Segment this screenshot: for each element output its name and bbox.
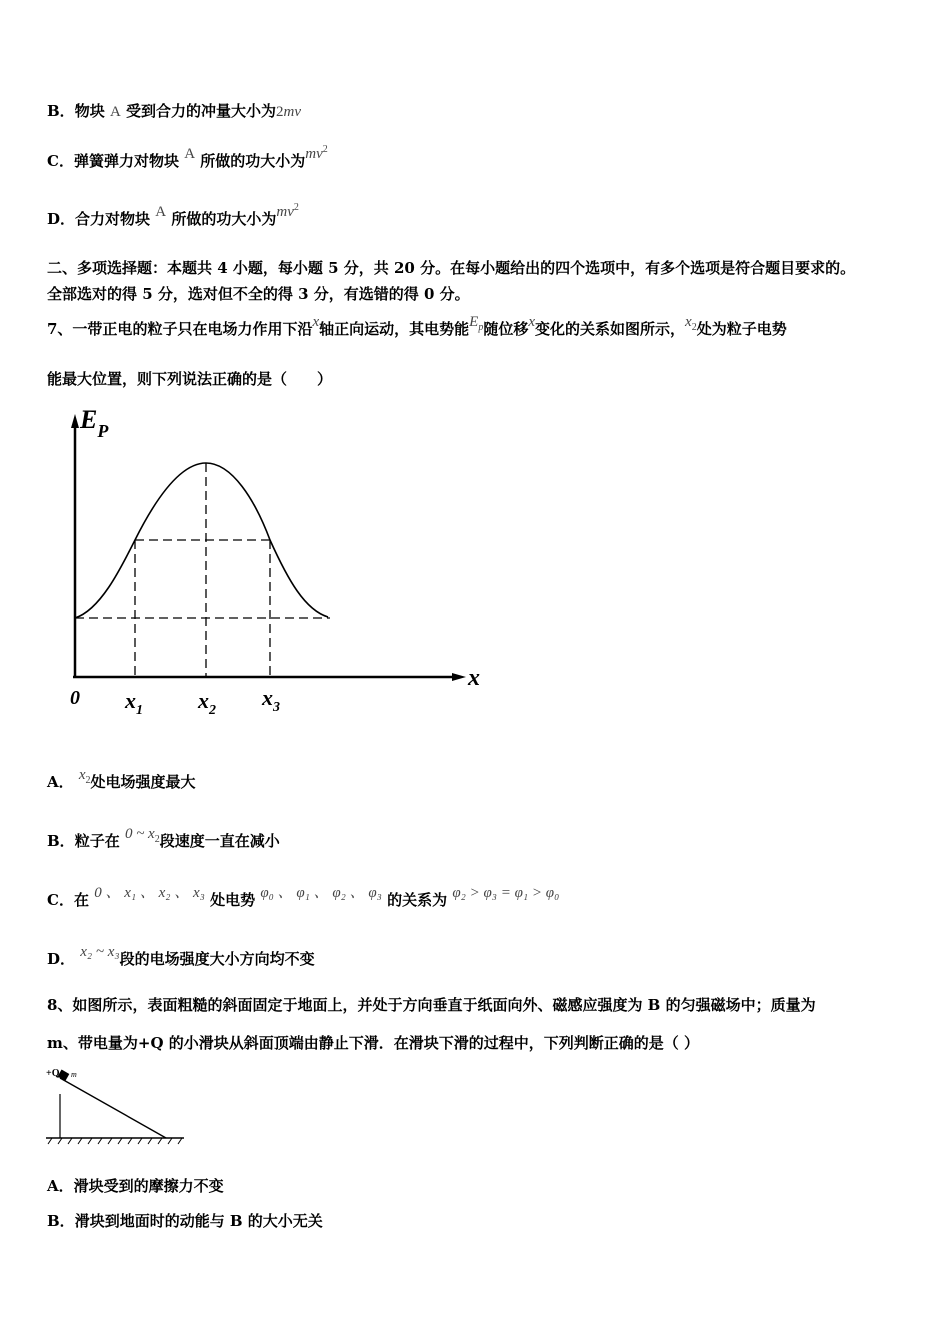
q7-stem-line1: 7、一带正电的粒子只在电场力作用下沿x轴正向运动，其电势能$E_p$随位移x变化的关系如图所示，$x_2$处为粒子电势 bbox=[47, 314, 787, 338]
q6-option-d: D．合力对物块 A 所做的功大小为$mv^2$ bbox=[47, 202, 299, 228]
section2-heading-line1: 二、多项选择题：本题共 4 小题，每小题 5 分，共 20 分。在每小题给出的四个选项中，有多个选项是符合题目要求的。 bbox=[47, 259, 856, 277]
mass-label: m bbox=[71, 1070, 77, 1079]
q7-option-d: D． x₂ ~ x₃段的电场强度大小方向均不变 bbox=[47, 944, 315, 968]
incline-slope bbox=[60, 1078, 166, 1138]
q7-option-b: B．粒子在 0 ~ $x_2$段速度一直在减小 bbox=[47, 826, 280, 850]
q7-option-c: C．在 0 、 x₁ 、 x₂ 、 x₃ 处电势 φ₀ 、 φ₁ 、 φ₂ 、 φ₃ 的关系为 φ₂ > φ₃ = φ₁ > φ₀ bbox=[47, 885, 560, 909]
tick-x2: $x_2$ bbox=[198, 688, 216, 718]
ep-curve bbox=[75, 463, 328, 618]
x-axis-arrow bbox=[452, 673, 466, 681]
q8-stem-line1: 8、如图所示，表面粗糙的斜面固定于地面上，并处于方向垂直于纸面向外、磁感应强度为 B 的匀强磁场中；质量为 bbox=[47, 996, 816, 1014]
q6-option-b: B．物块 A 受到合力的冲量大小为2mv bbox=[47, 102, 302, 120]
q8-option-a: A．滑块受到的摩擦力不变 bbox=[47, 1177, 224, 1195]
charge-label: +Q bbox=[46, 1068, 60, 1079]
q7-ep-graph bbox=[60, 400, 500, 730]
section2-heading-line2: 全部选对的得 5 分，选对但不全的得 3 分，有选错的得 0 分。 bbox=[47, 285, 470, 303]
tick-x3: $x_3$ bbox=[262, 685, 280, 715]
q7-stem-line2: 能最大位置，则下列说法正确的是（ ） bbox=[47, 370, 333, 388]
q6-option-c: C．弹簧弹力对物块 A 所做的功大小为$mv^2$ bbox=[47, 144, 328, 170]
tick-x1: $x_1$ bbox=[125, 688, 143, 718]
ground-hatching bbox=[48, 1138, 182, 1144]
q8-incline-figure bbox=[44, 1064, 189, 1146]
y-axis-arrow bbox=[71, 414, 79, 428]
q7-option-a: A． $x_2$处电场强度最大 bbox=[47, 767, 196, 791]
y-axis-label: $E_P$ bbox=[80, 405, 109, 441]
q8-stem-line2: m、带电量为+Q 的小滑块从斜面顶端由静止下滑．在滑块下滑的过程中，下列判断正确的是（ ） bbox=[47, 1034, 699, 1052]
q8-option-b: B．滑块到地面时的动能与 B 的大小无关 bbox=[47, 1212, 323, 1230]
origin-label: 0 bbox=[70, 687, 80, 709]
x-axis-label: x bbox=[468, 665, 480, 691]
